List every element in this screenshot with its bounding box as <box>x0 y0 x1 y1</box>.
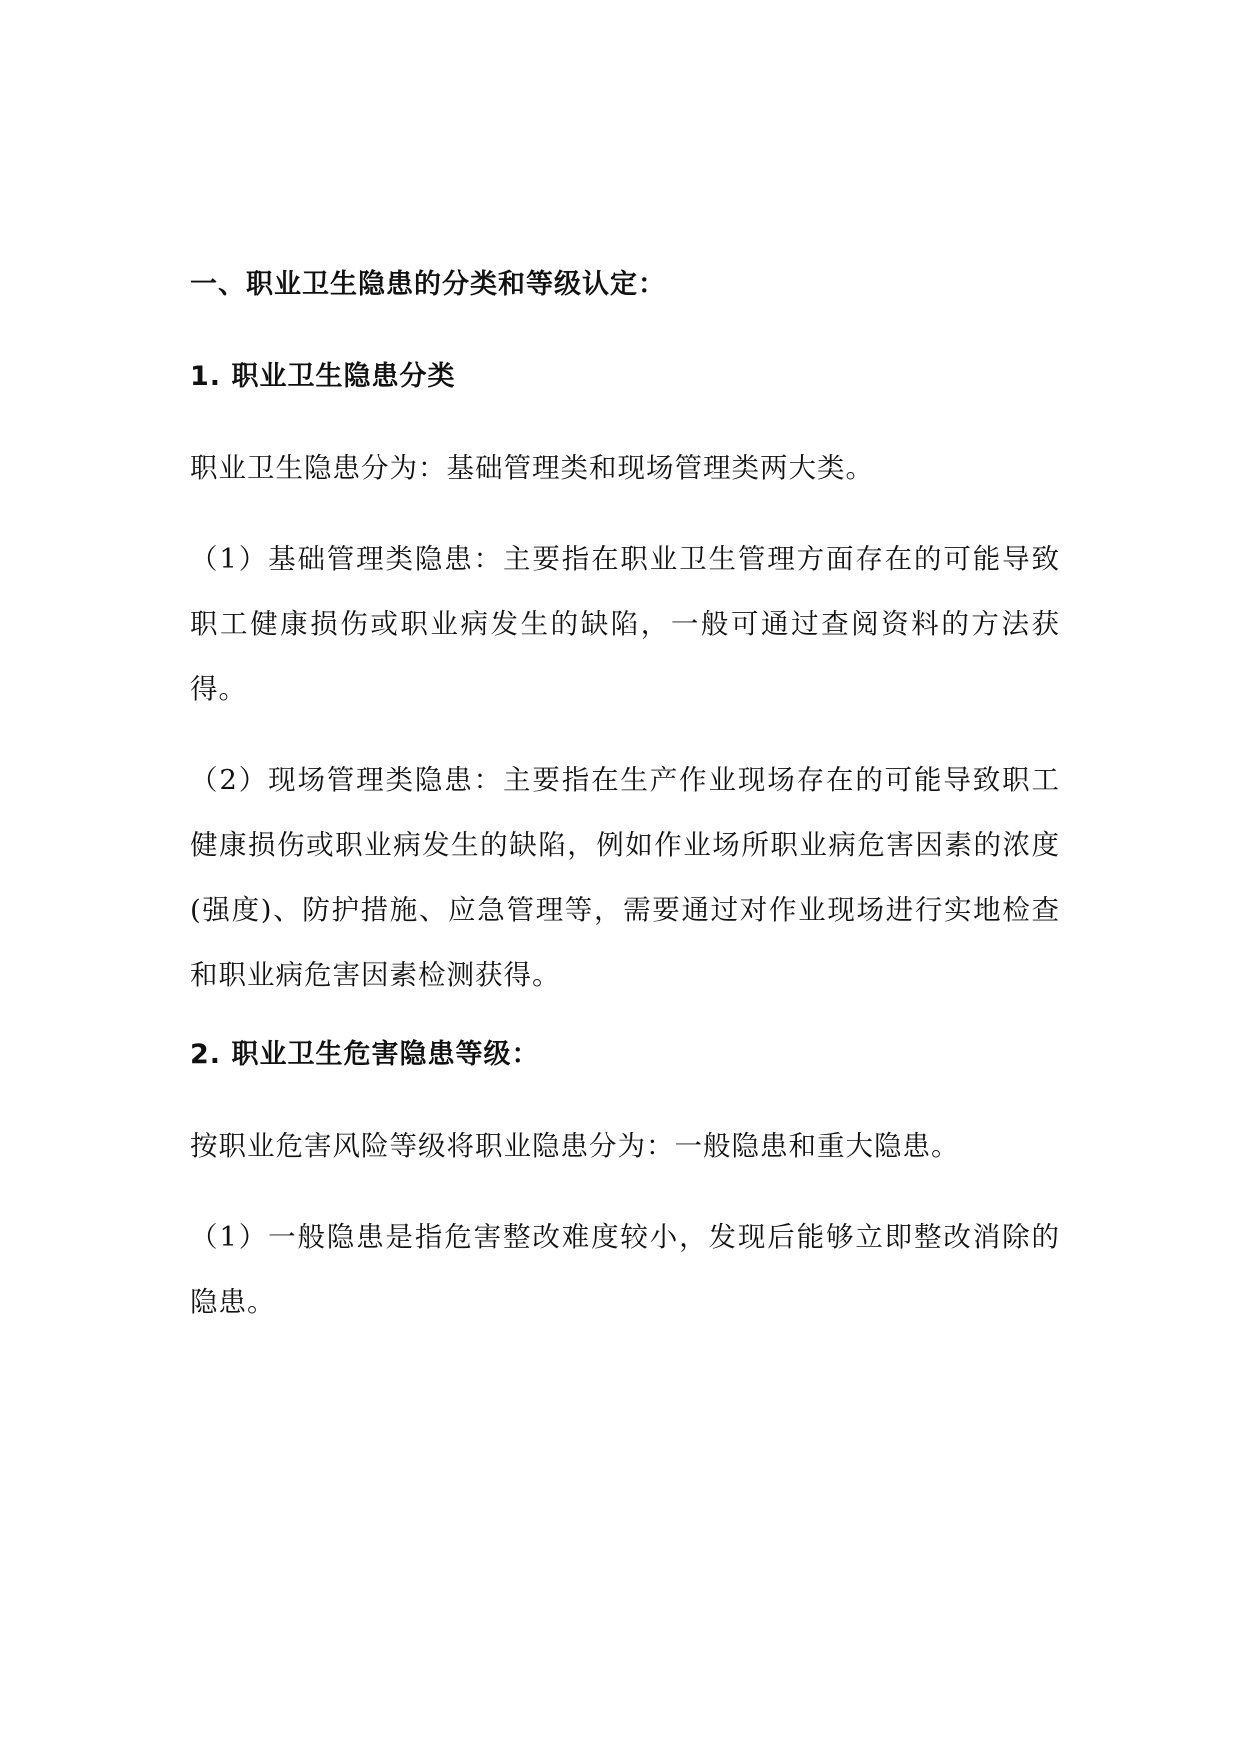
grading-heading: 2. 职业卫生危害隐患等级： <box>190 1039 540 1070</box>
section-title: 一、职业卫生隐患的分类和等级认定： <box>190 269 666 300</box>
document-body <box>190 268 1060 1361</box>
classification-item-onsite: （2）现场管理类隐患：主要指在生产作业现场存在的可能导致职工健康损伤或职业病发生的缺陷，例如作业场所职业病危害因素的浓度(强度)、防护措施、应急管理等，需要通过对作业现场进行实地检查和职业病危害因素检测获得。 <box>190 764 1060 991</box>
classification-intro: 职业卫生隐患分为：基础管理类和现场管理类两大类。 <box>190 452 874 484</box>
classification-item-basic: （1）基础管理类隐患：主要指在职业卫生管理方面存在的可能导致职工健康损伤或职业病发生的缺陷，一般可通过查阅资料的方法获得。 <box>190 543 1060 705</box>
grading-item-general: （1）一般隐患是指危害整改难度较小，发现后能够立即整改消除的隐患。 <box>190 1221 1060 1318</box>
classification-heading: 1. 职业卫生隐患分类 <box>190 361 456 392</box>
grading-intro: 按职业危害风险等级将职业隐患分为：一般隐患和重大隐患。 <box>190 1130 960 1162</box>
